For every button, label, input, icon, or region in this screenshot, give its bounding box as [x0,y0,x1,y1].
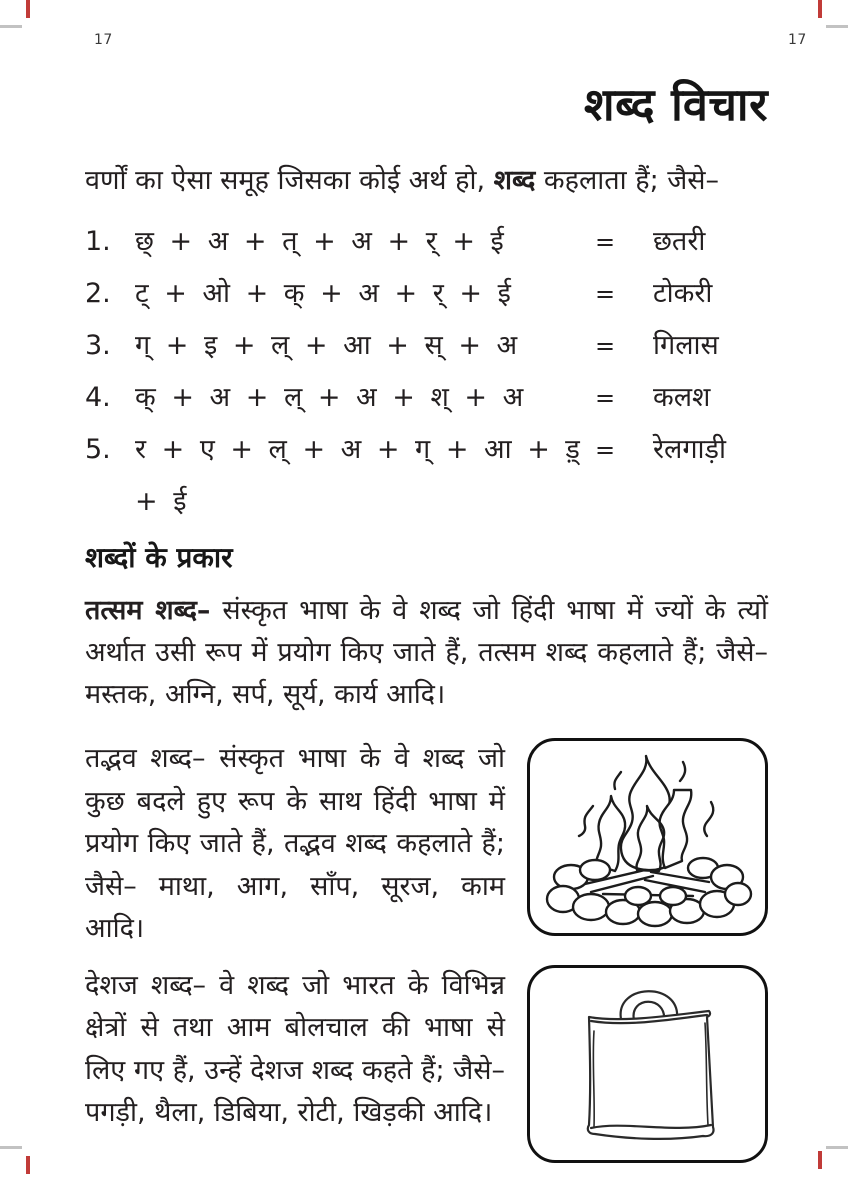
result-word: कलश [653,382,711,414]
tatsam-term: तत्सम शब्द– [85,595,211,627]
fire-illustration-frame [527,738,768,936]
equals-sign: = [595,228,616,257]
letter-expression: ट् + ओ + क् + अ + र् + ई [135,278,511,310]
letter-expression: र + ए + ल् + अ + ग् + आ + ड़् + ई [135,434,580,518]
list-item [85,372,768,424]
list-item [85,268,768,320]
list-item [85,424,768,528]
deshaj-row [85,965,768,1163]
tatsam-definition: संस्कृत भाषा के वे शब्द जो हिंदी भाषा में ज्यों के त्यों अर्थात उसी रूप में प्रयोग किए जाते हैं, तत्सम शब्द कहलाते हैं; जैसे– मस्तक, अग्नि, सर्प, सूर्य, कार्य आदि। [85,595,768,711]
item-number: 1. [85,226,111,258]
crop-mark-top-right-horizontal [826,25,848,28]
letter-expression: छ् + अ + त् + अ + र् + ई [135,226,504,258]
equals-sign: = [595,384,616,413]
crop-mark-bottom-left-vertical [26,1156,30,1174]
page-content [85,0,768,1163]
crop-mark-bottom-right-horizontal [826,1146,848,1149]
deshaj-definition: वे शब्द जो भारत के विभिन्न क्षेत्रों से तथा आम बोलचाल की भाषा से लिए गए हैं, उन्हें देशज शब्द कहते हैं; जैसे– पगड़ी, थैला, डिबिया, रोटी, खिड़की आदि। [85,969,505,1129]
bag-icon [533,971,762,1157]
tadbhav-paragraph [85,738,505,951]
deshaj-term: देशज शब्द– [85,969,207,1001]
intro-bold-word: शब्द [493,165,536,197]
letter-combination-list [85,216,768,528]
tadbhav-row [85,738,768,951]
list-item [85,216,768,268]
result-word: छतरी [653,226,706,258]
campfire-icon [533,744,762,930]
list-item [85,320,768,372]
item-number: 2. [85,278,111,310]
equals-sign: = [595,436,616,465]
page-title: शब्द विचार [584,78,768,131]
bag-illustration-frame [527,965,768,1163]
tadbhav-definition: संस्कृत भाषा के वे शब्द जो कुछ बदले हुए रूप के साथ हिंदी भाषा में प्रयोग किए जाते हैं, तद्भव शब्द कहलाते हैं; जैसे– माथा, आग, साँप, सूरज, काम आदि। [85,743,505,945]
crop-mark-bottom-left-horizontal [0,1146,22,1149]
result-word: टोकरी [653,278,713,310]
crop-mark-top-right-vertical [818,0,822,18]
crop-mark-bottom-right-vertical [818,1151,822,1169]
equals-sign: = [595,332,616,361]
tatsam-paragraph [85,590,768,716]
item-number: 3. [85,330,111,362]
letter-expression: क् + अ + ल् + अ + श् + अ [135,382,524,414]
letter-expression: ग् + इ + ल् + आ + स् + अ [135,330,518,362]
page-number-left: 17 [94,32,113,48]
intro-pre: वर्णों का ऐसा समूह जिसका कोई अर्थ हो, [85,165,494,197]
crop-mark-top-left-vertical [26,0,30,18]
item-number: 4. [85,382,111,414]
section-heading: शब्दों के प्रकार [85,541,233,575]
result-word: रेलगाड़ी [653,434,726,466]
deshaj-paragraph [85,965,505,1135]
crop-mark-top-left-horizontal [0,25,22,28]
tadbhav-term: तद्भव शब्द– [85,743,206,775]
equals-sign: = [595,280,616,309]
intro-sentence [85,160,768,202]
page-number-right: 17 [788,32,807,48]
result-word: गिलास [653,330,719,362]
intro-post: कहलाता हैं; जैसे– [535,165,720,197]
item-number: 5. [85,434,111,466]
